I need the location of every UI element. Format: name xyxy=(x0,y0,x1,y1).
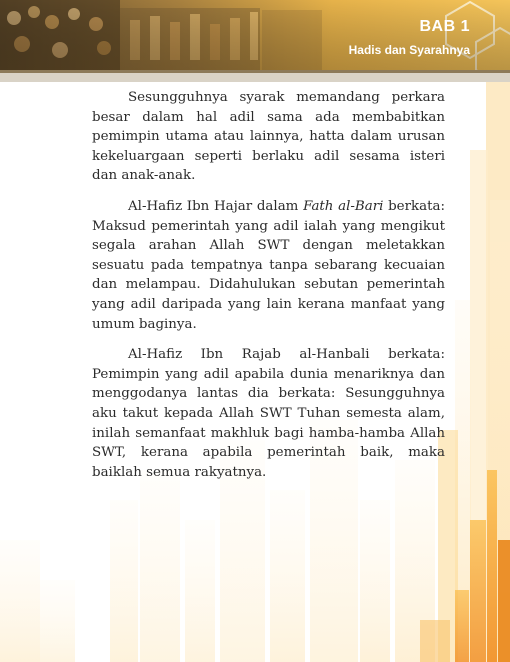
body-text xyxy=(92,88,445,493)
paragraph-2-intro: Al-Hafiz Ibn Hajar dalam xyxy=(128,198,304,214)
book-title: Fath al-Bari xyxy=(303,198,384,214)
header-banner-image xyxy=(0,0,510,82)
chapter-subtitle: Hadis dan Syarahnya xyxy=(348,43,470,57)
paragraph-2 xyxy=(92,197,445,334)
chapter-label: BAB 1 xyxy=(419,18,470,35)
paragraph-1: Sesungguhnya syarak memandang perkara besar dalam hal adil sama ada membabitkan pemimpin utama atau lainnya, hatta dalam urusan kekeluargaan seperti berlaku adil sesama isteri dan anak-anak. xyxy=(92,90,445,184)
paragraph-2-body: berkata: Maksud pemerintah yang adil ialah yang mengikut segala arahan Allah SWT dengan meletakkan sesuatu pada tempatnya tanpa sebarang kecuaian dan melampau. Didahulukan sebutan pemerintah yang adil daripada yang lain kerana manfaat yang umum baginya. xyxy=(92,198,445,332)
page-header xyxy=(0,0,510,82)
paragraph-3: Al-Hafiz Ibn Rajab al-Hanbali berkata: Pemimpin yang adil apabila dunia menariknya dan menggodanya lantas dia berkata: Sesungguhnya aku takut kepada Allah SWT Tuhan semesta alam, inilah semanfaat makhluk bagi hamba-hamba Allah SWT, kerana apabila pemerintah baik, maka baiklah semua rakyatnya. xyxy=(92,347,445,480)
